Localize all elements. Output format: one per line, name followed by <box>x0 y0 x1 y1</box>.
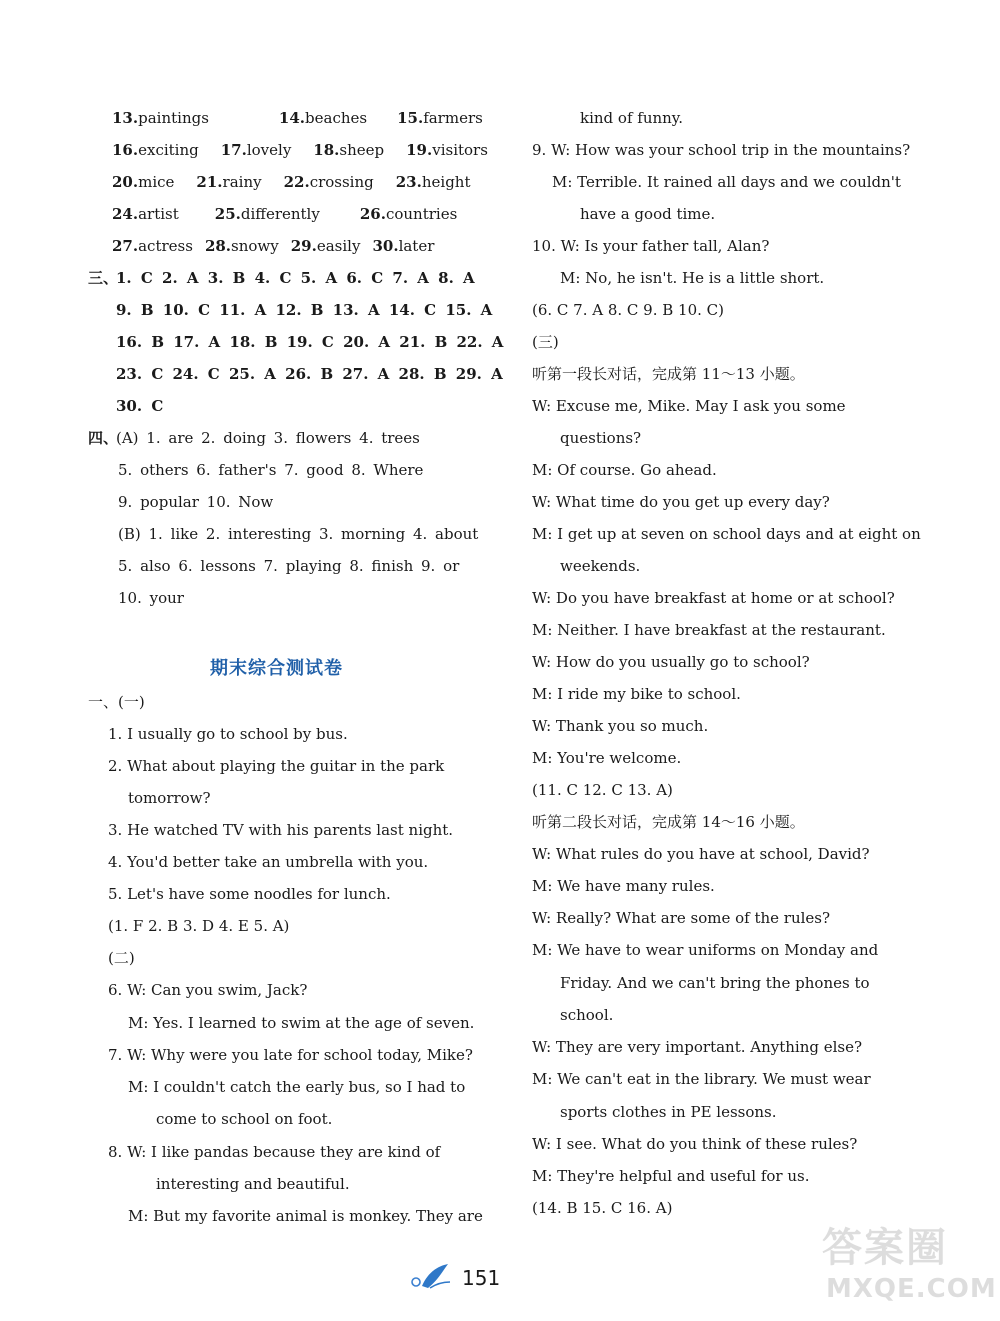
exam-line: (14. B 15. C 16. A) <box>532 1199 673 1217</box>
exam-line: M: But my favorite animal is monkey. They are <box>128 1207 483 1225</box>
answer-word: lovely <box>246 141 292 159</box>
exam-line: M: Of course. Go ahead. <box>532 461 717 479</box>
exam-line: 6. W: Can you swim, Jack? <box>108 981 308 999</box>
answer-word: artist <box>138 205 179 223</box>
vocab-answer-line <box>112 204 457 224</box>
vocab-answer-line <box>112 236 434 256</box>
exam-line: M: We have to wear uniforms on Monday and <box>532 941 879 959</box>
item-number: 19. <box>406 141 433 159</box>
mc-answer-row: 23. C 24. C 25. A 26. B 27. A 28. B 29. A <box>116 365 503 383</box>
answer-word: crossing <box>309 173 374 191</box>
answer-word: visitors <box>432 141 488 159</box>
exam-line: M: Terrible. It rained all days and we couldn't <box>552 173 901 191</box>
exam-line: weekends. <box>560 557 641 575</box>
exam-line: tomorrow? <box>128 789 211 807</box>
item-number: 21. <box>196 173 223 191</box>
exam-line: M: Neither. I have breakfast at the restaurant. <box>532 621 886 639</box>
vocab-answer-line <box>112 140 488 160</box>
page-number: 151 <box>462 1266 501 1290</box>
section-three-label: 三、 <box>88 269 119 287</box>
exam-line: W: Thank you so much. <box>532 717 709 735</box>
answer-word: mice <box>138 173 175 191</box>
item-number: 28. <box>204 237 232 255</box>
exam-line: interesting and beautiful. <box>156 1175 350 1193</box>
item-number: 23. <box>395 173 422 191</box>
exam-line: 1. I usually go to school by bus. <box>108 725 348 743</box>
exam-line: M: We have many rules. <box>532 877 715 895</box>
item-number: 18. <box>313 141 340 159</box>
answer-word: countries <box>385 205 458 223</box>
answer-word: later <box>398 237 435 255</box>
item-number: 22. <box>283 173 310 191</box>
exam-line: 2. What about playing the guitar in the park <box>108 757 445 775</box>
item-number: 20. <box>112 173 139 191</box>
exam-line: M: I ride my bike to school. <box>532 685 741 703</box>
cloze-answer-row: 5. also 6. lessons 7. playing 8. finish 9. or <box>118 557 460 575</box>
answer-word: differently <box>240 205 320 223</box>
answer-word: exciting <box>138 141 199 159</box>
cloze-answer-row: 5. others 6. father's 7. good 8. Where <box>118 461 424 479</box>
section-four-label: 四、 <box>88 429 119 447</box>
exam-line: kind of funny. <box>580 109 684 127</box>
exam-line: W: I see. What do you think of these rules? <box>532 1135 858 1153</box>
exam-line: Friday. And we can't bring the phones to <box>560 974 870 992</box>
exam-line: 3. He watched TV with his parents last night. <box>108 821 454 839</box>
exam-line: M: They're helpful and useful for us. <box>532 1167 810 1185</box>
exam-line: M: We can't eat in the library. We must wear <box>532 1070 871 1088</box>
exam-line: W: What time do you get up every day? <box>532 493 830 511</box>
item-number: 24. <box>112 205 139 223</box>
cloze-answer-row: (B) 1. like 2. interesting 3. morning 4. about <box>118 525 479 543</box>
item-number: 29. <box>290 237 317 255</box>
exam-line: school. <box>560 1006 614 1024</box>
answer-word: sheep <box>339 141 385 159</box>
item-number: 14. <box>278 109 306 127</box>
item-number: 27. <box>112 237 139 255</box>
exam-line: W: Do you have breakfast at home or at school? <box>532 589 895 607</box>
exam-line: 一、(一) <box>88 693 145 711</box>
exam-line: 10. W: Is your father tall, Alan? <box>532 237 770 255</box>
watermark-url: MXQE.COM <box>826 1274 997 1304</box>
exam-line: W: What rules do you have at school, David? <box>532 845 870 863</box>
mc-answer-row: 30. C <box>116 397 164 415</box>
watermark <box>822 1216 997 1316</box>
exam-line: 9. W: How was your school trip in the mountains? <box>532 141 911 159</box>
vocab-answer-line <box>112 172 471 192</box>
item-number: 13. <box>112 109 139 127</box>
exam-line: come to school on foot. <box>156 1110 333 1128</box>
item-number: 25. <box>214 205 241 223</box>
exam-line: 7. W: Why were you late for school today, Mike? <box>108 1046 473 1064</box>
exam-line: W: How do you usually go to school? <box>532 653 810 671</box>
cloze-answer-row: (A) 1. are 2. doing 3. flowers 4. trees <box>116 429 420 447</box>
exam-line: W: Really? What are some of the rules? <box>532 909 831 927</box>
answer-word: snowy <box>231 237 279 255</box>
exam-line: W: They are very important. Anything else? <box>532 1038 863 1056</box>
item-number: 17. <box>220 141 247 159</box>
watermark-logo-text: 答案圈 <box>822 1225 948 1271</box>
item-number: 30. <box>372 237 399 255</box>
exam-line: have a good time. <box>580 205 716 223</box>
item-number: 26. <box>359 205 386 223</box>
exam-line: 听第二段长对话，完成第 14～16 小题。 <box>532 813 805 831</box>
answer-word: height <box>421 173 471 191</box>
exam-line: (6. C 7. A 8. C 9. B 10. C) <box>532 301 725 319</box>
exam-line: (二) <box>108 949 135 967</box>
exam-line: M: No, he isn't. He is a little short. <box>560 269 825 287</box>
mc-answer-row: 9. B 10. C 11. A 12. B 13. A 14. C 15. A <box>116 301 493 319</box>
cloze-answer-row: 9. popular 10. Now <box>118 493 274 511</box>
section-title: 期末综合测试卷 <box>210 658 343 679</box>
exam-line: M: Yes. I learned to swim at the age of seven. <box>128 1014 475 1032</box>
exam-line: M: You're welcome. <box>532 749 682 767</box>
exam-line: sports clothes in PE lessons. <box>560 1103 777 1121</box>
item-number: 16. <box>112 141 139 159</box>
item-number: 15. <box>397 109 424 127</box>
exam-line: 8. W: I like pandas because they are kind of <box>108 1143 441 1161</box>
exam-line: W: Excuse me, Mike. May I ask you some <box>532 397 846 415</box>
vocab-answer-line <box>112 108 483 128</box>
answer-word: actress <box>138 237 193 255</box>
answer-word: easily <box>316 237 361 255</box>
exam-line: (三) <box>532 333 559 351</box>
exam-line: questions? <box>560 429 642 447</box>
answer-word: farmers <box>423 109 483 127</box>
answer-word: paintings <box>138 109 209 127</box>
mc-answer-row: 16. B 17. A 18. B 19. C 20. A 21. B 22. A <box>116 333 504 351</box>
exam-line: M: I couldn't catch the early bus, so I had to <box>128 1078 466 1096</box>
cloze-answer-row: 10. your <box>118 589 184 607</box>
exam-line: (11. C 12. C 13. A) <box>532 781 673 799</box>
answer-word: beaches <box>305 109 368 127</box>
exam-line: M: I get up at seven on school days and at eight on <box>532 525 921 543</box>
answer-word: rainy <box>222 173 262 191</box>
exam-line: (1. F 2. B 3. D 4. E 5. A) <box>108 917 290 935</box>
exam-line: 4. You'd better take an umbrella with you. <box>108 853 429 871</box>
exam-line: 5. Let's have some noodles for lunch. <box>108 885 391 903</box>
exam-line: 听第一段长对话，完成第 11～13 小题。 <box>532 365 805 383</box>
mc-answer-row: 1. C 2. A 3. B 4. C 5. A 6. C 7. A 8. A <box>116 269 475 287</box>
bird-logo-icon <box>408 1262 452 1292</box>
